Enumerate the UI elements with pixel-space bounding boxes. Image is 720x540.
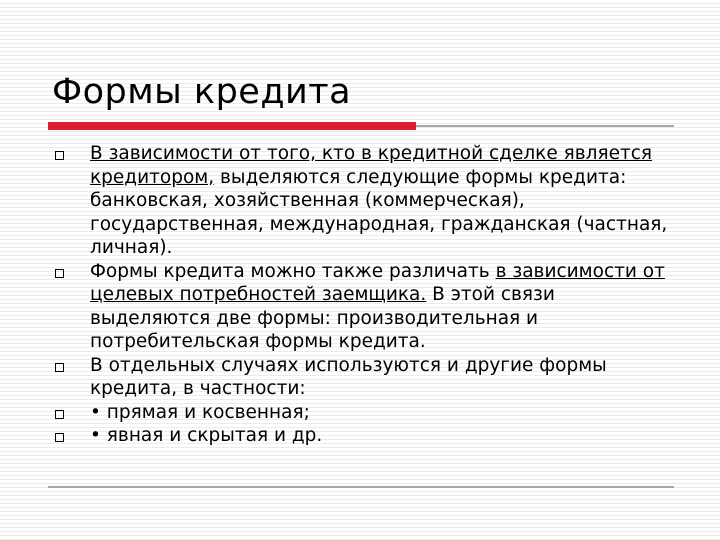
hollow-square-bullet-icon	[55, 151, 64, 160]
item-text: выделяются следующие формы кредита: банковская, хозяйственная (коммерческая), государственная, международная, гражданская (частная, личная).	[90, 166, 668, 258]
item-text: В отдельных случаях используются и другие формы кредита, в частности:	[90, 354, 607, 399]
item-text: В этой связи выделяются две формы: производительная и потребительская формы кредита.	[90, 284, 555, 352]
list-item	[52, 260, 672, 354]
bottom-rule	[48, 486, 674, 488]
item-text: Формы кредита можно также различать	[90, 260, 496, 282]
list-item	[52, 142, 672, 260]
hollow-square-bullet-icon	[55, 363, 64, 372]
item-underlined-text: в зависимости от целевых потребностей заемщика.	[90, 260, 665, 305]
hollow-square-bullet-icon	[55, 269, 64, 278]
item-text: • прямая и косвенная;	[90, 401, 310, 423]
slide-title: Формы кредита	[52, 72, 352, 112]
list-item	[52, 354, 672, 401]
bullet-list	[52, 142, 672, 448]
title-accent-bar	[48, 122, 416, 130]
item-text: • явная и скрытая и др.	[90, 425, 323, 446]
hollow-square-bullet-icon	[55, 410, 64, 419]
list-item	[52, 424, 672, 448]
hollow-square-bullet-icon	[55, 433, 64, 442]
item-underlined-text: В зависимости от того, кто в кредитной сделке является кредитором,	[90, 143, 653, 188]
list-item	[52, 401, 672, 425]
